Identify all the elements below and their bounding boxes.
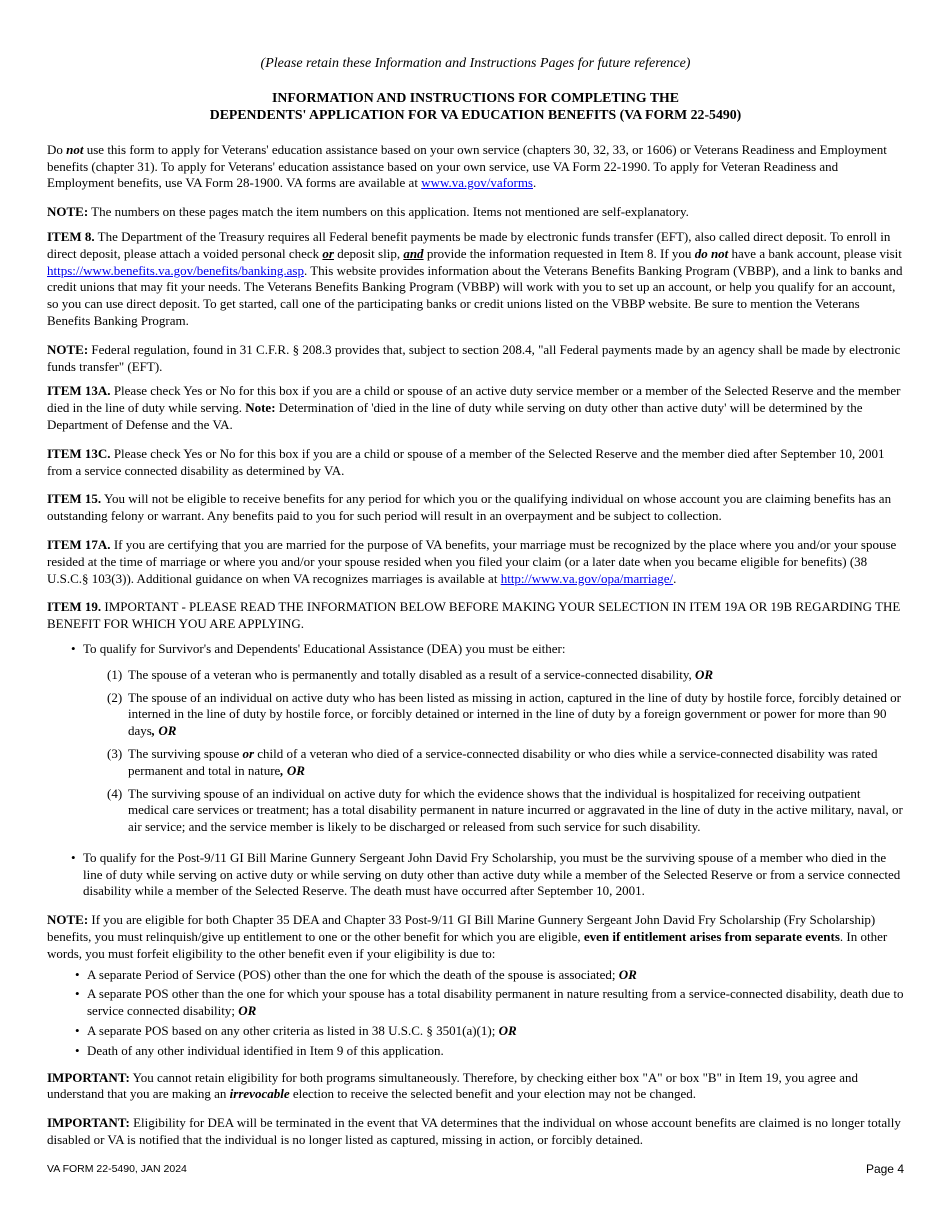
dea-criterion-1: (1) The spouse of a veteran who is permanently and totally disabled as a result of a service-connected disability, OR [107, 666, 714, 682]
note-eft-regulation: NOTE: Federal regulation, found in 31 C.F.R. § 208.3 provides that, subject to section 208.4, "all Federal payments made by an agency shall be made by electronic funds transfer" (EFT). [47, 341, 901, 374]
list-item: • Death of any other individual identified in Item 9 of this application. [47, 1043, 904, 1060]
vaforms-link[interactable]: www.va.gov/vaforms [421, 175, 533, 191]
item-13a: ITEM 13A. Please check Yes or No for this box if you are a child or spouse of an active duty service member or a member of the Selected Reserve and the member died in the line of duty while serving. Note: Determination of 'died in the line of duty while serving on duty other than active duty' will be determined by the Department of Defense and the VA. [47, 383, 901, 432]
note-relinquish: NOTE: If you are eligible for both Chapter 35 DEA and Chapter 33 Post-9/11 GI Bill Marine Gunnery Sergeant John David Fry Scholarship (Fry Scholarship) benefits, you must relinquish/give up entitlement to one or the other benefit for which you are eligible, even if entitlement arises from separate events. In other words, you must forfeit eligibility to the other benefit even if your eligibility is due to: [47, 912, 888, 961]
important-termination: IMPORTANT: Eligibility for DEA will be terminated in the event that VA determines that the individual on whose account benefits are claimed is no longer totally disabled or VA is notified that the individual is no longer listed as captured, missing in action, or forcibly detained. [47, 1115, 901, 1148]
page-number: Page 4 [865, 1162, 904, 1176]
item-13c: ITEM 13C. Please check Yes or No for this box if you are a child or spouse of a member of the Selected Reserve and the member died after September 10, 2001 from a service connected disability as determined by VA. [47, 445, 885, 478]
instructions-page [47, 56, 904, 1157]
important-irrevocable: IMPORTANT: You cannot retain eligibility for both programs simultaneously. Therefore, by checking either box "A" or box "B" in Item 19, you agree and understand that you are making an irrevocable election to receive the selected benefit and your election may not be changed. [47, 1069, 858, 1102]
item-17a: ITEM 17A. If you are certifying that you are married for the purpose of VA benefits, your marriage must be recognized by the place where you and/or your spouse resided at the time of marriage or where you and/or your spouse resided when you filed your claim (or a later date when you became eligible for benefits) (38 U.S.C.§ 103(3)). Additional guidance on when VA recognizes marriages is available at http://www.va.gov/opa/marriage/. [47, 536, 897, 586]
intro-paragraph: Do not use this form to apply for Veterans' education assistance based on your own service (chapters 30, 32, 33, or 1606) or Veterans Readiness and Employment benefits (chapter 31). To apply for Veterans' education assistance based on your own service, use VA Form 22-1990. To apply for Veteran Readiness and Employment benefits, use VA Form 28-1900. VA forms are available at www.va.gov/vaforms. [47, 141, 887, 191]
marriage-link[interactable]: http://www.va.gov/opa/marriage/ [500, 570, 674, 586]
item-8: ITEM 8. The Department of the Treasury requires all Federal benefit payments be made by electronic funds transfer (EFT), also called direct deposit. To enroll in direct deposit, please attach a voided personal check or deposit slip, and provide the information requested in Item 8. If you do not have a bank account, please visit https://www.benefits.va.gov/benefits/banking.asp. This website provides information about the Veterans Benefits Banking Program (VBBP), and a link to banks and credit unions that may fit your needs. The Veterans Benefits Banking Program (VBBP) will work with you to set up an account, or help you qualify for an account, so you can use direct deposit. To get started, call one of the participating banks or credit unions listed on the VBBP website. Be sure to mention the Veterans Benefits Banking Program. [47, 228, 903, 328]
title-line-2: DEPENDENTS' APPLICATION FOR VA EDUCATION BENEFITS (VA FORM 22-5490) [209, 106, 742, 122]
form-id: VA FORM 22-5490, JAN 2024 [47, 1163, 187, 1175]
banking-link[interactable]: https://www.benefits.va.gov/benefits/banking.asp [47, 262, 304, 278]
list-item-dea: • To qualify for Survivor's and Dependents' Educational Assistance (DEA) you must be either: [47, 641, 904, 658]
dea-criterion-3: (3) The surviving spouse or child of a veteran who died of a service-connected disability or who dies while a service-connected disability was rated permanent and total in nature, OR [107, 745, 878, 778]
retain-note: (Please retain these Information and Instructions Pages for future reference) [260, 56, 691, 71]
note-item-numbers: NOTE: The numbers on these pages match the item numbers on this application. Items not mentioned are self-explanatory. [47, 204, 689, 220]
list-item: • A separate POS based on any other criteria as listed in 38 U.S.C. § 3501(a)(1); OR [47, 1023, 904, 1040]
list-item-fry: • To qualify for the Post-9/11 GI Bill Marine Gunnery Sergeant John David Fry Scholarship, you must be the surviving spouse of a member who died in the line of duty while serving on active duty or while serving on duty other than active duty while a member of the Selected Reserve or from a service connected disability while a member of the Selected Reserve. The death must have occurred after September 10, 2001. [47, 850, 904, 900]
title-line-1: INFORMATION AND INSTRUCTIONS FOR COMPLETING THE [272, 89, 679, 105]
dea-criterion-4: (4) The surviving spouse of an individual on active duty for which the evidence shows that the individual is hospitalized for receiving outpatient medical care services or treatment; has a total disability permanent in nature incurred or aggravated in the line of duty in the active military, naval, or air service; and the service member is likely to be discharged or released from such service for such disability. [107, 785, 903, 835]
dea-criterion-2: (2) The spouse of an individual on active duty who has been listed as missing in action, captured in the line of duty by hostile force, forcibly detained or interned in the line of duty by hostile force, or forcibly detained or interned in the line of duty by a foreign government or power for more than 90 days, OR [107, 689, 901, 739]
item-19: ITEM 19. IMPORTANT - PLEASE READ THE INFORMATION BELOW BEFORE MAKING YOUR SELECTION IN ITEM 19A OR 19B REGARDING THE BENEFIT FOR WHICH YOU ARE APPLYING. [47, 599, 901, 632]
item-15: ITEM 15. You will not be eligible to receive benefits for any period for which you or the qualifying individual on whose account you are claiming benefits has an outstanding felony or warrant. Any benefits paid to you for such period will result in an overpayment and be subject to collection. [47, 491, 892, 524]
page-title [47, 89, 904, 123]
list-item: • A separate Period of Service (POS) other than the one for which the death of the spouse is associated; OR [47, 967, 904, 984]
list-item: • A separate POS other than the one for which your spouse has a total disability permanent in nature resulting from a service-connected disability, death due to service connected disability; OR [47, 986, 904, 1020]
